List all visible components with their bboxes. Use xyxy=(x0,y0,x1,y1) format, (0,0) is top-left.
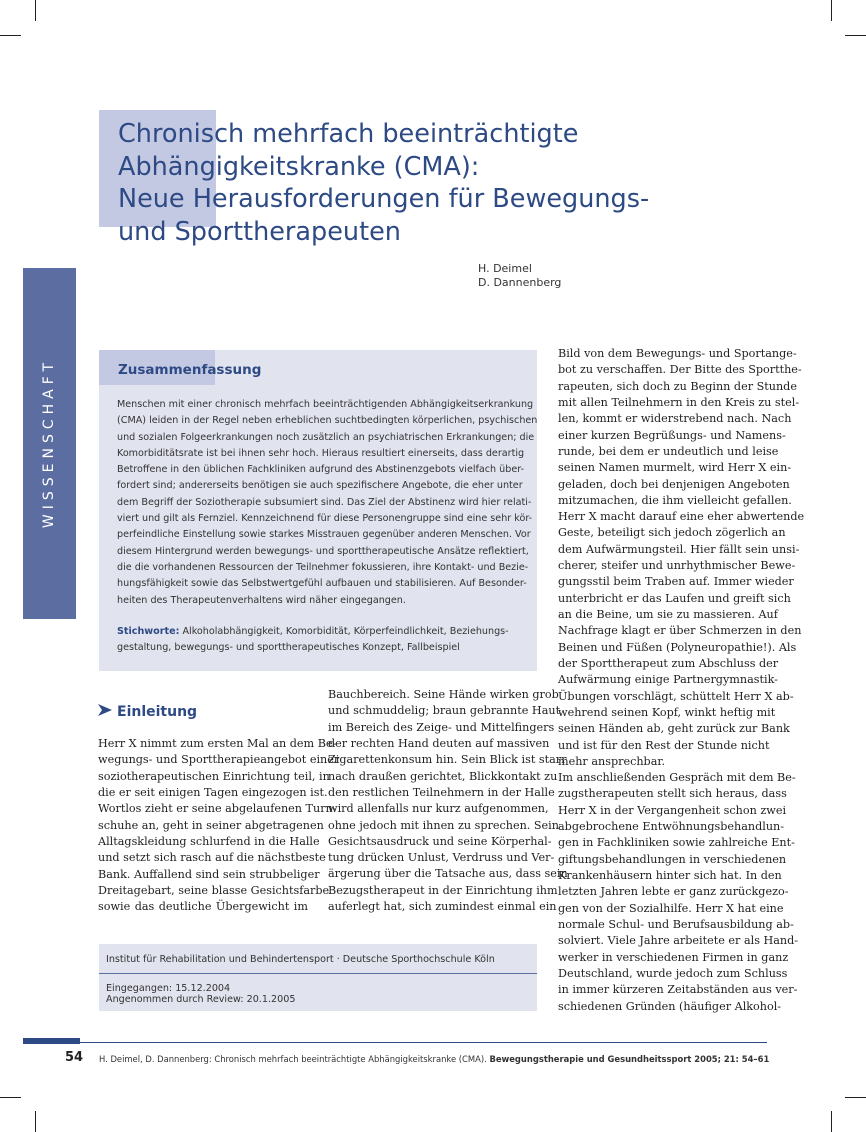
keywords xyxy=(117,624,519,657)
crop-mark xyxy=(0,1097,21,1098)
body-line: Herr X in der Vergangenheit schon zwei xyxy=(558,803,787,817)
body-line: schiedenen Gründen (häufiger Alkohol- xyxy=(558,999,782,1013)
abstract-line: (CMA) leiden in der Regel neben erheblichen suchtbedingten körperlichen, psychischen xyxy=(117,415,538,427)
title-line: Chronisch mehrfach beeinträchtigte xyxy=(118,119,579,149)
abstract-line: hungsfähigkeit sowie das Selbstwertgefühl aufbauen und stabilisieren. Auf Besonder- xyxy=(117,578,527,590)
body-line: Aufwärmung einige Partnergymnastik- xyxy=(558,673,778,687)
body-line: seinen Händen ab, geht zurück zur Bank xyxy=(558,722,790,736)
keywords-line xyxy=(117,624,519,640)
body-line: gen von der Sozialhilfe. Herr X hat eine xyxy=(558,901,784,915)
abstract-line: Betroffene in den üblichen Fachkliniken aufgrund des Abstinenzgebots vielfach über- xyxy=(117,464,525,476)
body-line: gen in Fachkliniken sowie zahlreiche Ent- xyxy=(558,836,795,850)
body-line: Beinen und Füßen (Polyneuropathie!). Als xyxy=(558,640,797,654)
abstract-line: fordert sind; andererseits benötigen sie auch spezifischere Angebote, die eher unter xyxy=(117,480,523,492)
body-line: einer kurzen Begrüßungs- und Namens- xyxy=(558,428,786,442)
body-line: Herr X macht darauf eine eher abwertende xyxy=(558,510,805,524)
body-line: dem Aufwärmungsteil. Hier fällt sein unsi- xyxy=(558,542,800,556)
body-column-3 xyxy=(558,346,805,1015)
body-line: letzten Jahren lebte er ganz zurückgezo- xyxy=(558,885,789,899)
body-line: normale Schul- und Berufsausbildung ab- xyxy=(558,917,794,931)
body-line: und schmuddelig; braun gebrannte Haut xyxy=(328,704,561,718)
body-line: Bild von dem Bewegungs- und Sportange- xyxy=(558,347,797,360)
citation-line xyxy=(99,1054,769,1064)
body-line: Gesichtsausdruck und seine Körperhal- xyxy=(328,834,552,848)
body-line: Im anschließenden Gespräch mit dem Be- xyxy=(558,771,796,785)
body-line: in immer kürzeren Zeitabständen aus ver- xyxy=(558,983,798,997)
body-line: geladen, doch bei denjenigen Angeboten xyxy=(558,477,790,491)
body-line: die er seit einigen Tagen eingezogen ist. xyxy=(98,785,328,799)
body-line: im Bereich des Zeige- und Mittelfingers xyxy=(328,720,555,734)
body-line: schuhe an, geht in seiner abgetragenen xyxy=(98,818,324,832)
submission-dates xyxy=(106,983,295,1005)
body-line: Nachfrage klagt er über Schmerzen in den xyxy=(558,624,802,638)
received-date: Eingegangen: 15.12.2004 xyxy=(106,983,231,994)
body-line: Bezugstherapeut in der Einrichtung ihm xyxy=(328,883,558,897)
author-name: H. Deimel xyxy=(478,262,532,275)
section-heading-text: Einleitung xyxy=(117,704,198,720)
body-line: runde, bei dem er undeutlich und leise xyxy=(558,444,779,458)
body-line: soziotherapeutischen Einrichtung teil, in xyxy=(98,769,330,783)
body-line: cherer, steifer und unrhythmischer Bewe- xyxy=(558,559,796,573)
accepted-date: Angenommen durch Review: 20.1.2005 xyxy=(106,994,296,1005)
body-line: Krankenhäusern hinter sich hat. In den xyxy=(558,869,782,882)
abstract-line: viert und gilt als Fernziel. Kennzeichnend für diese Personengruppe sind eine sehr kör- xyxy=(117,513,533,525)
body-line: Bauchbereich. Seine Hände wirken grob xyxy=(328,688,559,701)
body-line: Dreitagebart, seine blasse Gesichtsfarbe xyxy=(98,883,330,897)
title-line: und Sporttherapeuten xyxy=(118,216,401,247)
body-line: Herr X nimmt zum ersten Mal an dem Be- xyxy=(98,737,337,750)
title-line: Abhängigkeitskranke (CMA): xyxy=(118,151,480,182)
body-line: giftungsbehandlungen in verschiedenen xyxy=(558,852,787,866)
abstract-line: heiten des Therapeutenverhaltens wird näher eingegangen. xyxy=(117,594,406,606)
body-line: werker in verschiedenen Firmen in ganz xyxy=(558,950,789,964)
body-line: Geste, beteiligt sich jedoch zögerlich an xyxy=(558,526,786,540)
body-column-1 xyxy=(98,736,340,915)
crop-mark xyxy=(35,0,36,21)
abstract-line: perfeindliche Einstellung sowie starkes Misstrauen gegenüber anderen Menschen. Vor xyxy=(117,529,531,541)
abstract-line: Menschen mit einer chronisch mehrfach beeinträchtigenden Abhängigkeitserkrankung xyxy=(117,399,534,410)
body-line: Alltagskleidung schlurfend in die Halle xyxy=(98,834,320,848)
body-line: mehr ansprechbar. xyxy=(558,754,666,768)
body-line: abgebrochene Entwöhnungsbehandlun- xyxy=(558,820,785,834)
section-heading xyxy=(98,704,197,720)
journal-reference: Bewegungstherapie und Gesundheitssport 2005; 21: 54–61 xyxy=(489,1054,770,1064)
body-line: mitzumachen, die ihm vielleicht gefallen. xyxy=(558,493,792,507)
body-line: solviert. Viele Jahre arbeitete er als Hand- xyxy=(558,934,799,948)
divider xyxy=(99,973,537,974)
title-line: Neue Herausforderungen für Bewegungs- xyxy=(118,184,650,214)
body-line: den restlichen Teilnehmern in der Halle xyxy=(328,785,555,799)
section-label: WISSENSCHAFT xyxy=(41,357,57,529)
keywords-label: Stichworte: xyxy=(117,626,180,637)
arrow-icon xyxy=(98,704,112,716)
body-line: Bank. Auffallend sind sein strubbeliger xyxy=(98,867,320,881)
abstract-line: dem Begriff der Soziotherapie subsumiert sind. Das Ziel der Abstinenz wird hier relati- xyxy=(117,496,532,508)
body-line: sowie das deutliche Übergewicht im xyxy=(98,900,308,914)
body-line: zugstherapeuten stellt sich heraus, dass xyxy=(558,787,787,801)
abstract-line: und sozialen Folgeerkrankungen noch zusätzlich an psychiatrischen Erkrankungen; die xyxy=(117,431,535,443)
body-line: wegungs- und Sporttherapieangebot einer xyxy=(98,753,340,767)
footer-accent xyxy=(23,1038,80,1044)
article-title xyxy=(118,118,718,248)
body-line: Übungen vorschlägt, schüttelt Herr X ab- xyxy=(558,689,794,703)
body-line: und setzt sich rasch auf die nächstbeste xyxy=(98,851,326,865)
body-line: an die Beine, um sie zu massieren. Auf xyxy=(558,608,778,621)
crop-mark xyxy=(0,35,21,36)
body-column-2 xyxy=(328,687,568,915)
body-line: Zigarettenkonsum hin. Sein Blick ist starr xyxy=(328,753,567,767)
body-line: ohne jedoch mit ihnen zu sprechen. Sein xyxy=(328,818,559,832)
abstract-line: diesem Hintergrund werden bewegungs- und sporttherapeutische Ansätze reflektiert, xyxy=(117,545,529,557)
body-line: Deutschland, wurde jedoch zum Schluss xyxy=(558,966,788,980)
abstract-line: die die vorhandenen Ressourcen der Teilnehmer fokussieren, ihre Kontakt- und Bezie- xyxy=(117,561,529,573)
body-line: bot zu verschaffen. Der Bitte des Sportthe- xyxy=(558,363,802,377)
body-line: unterbricht er das Laufen und greift sich xyxy=(558,591,791,605)
crop-mark xyxy=(35,1111,36,1132)
crop-mark xyxy=(845,35,866,36)
body-line: der Sporttherapeut zum Abschluss der xyxy=(558,656,779,670)
author-name: D. Dannenberg xyxy=(478,276,562,289)
keywords-text: Alkoholabhängigkeit, Komorbidität, Körperfeindlichkeit, Beziehungs- xyxy=(182,626,509,637)
crop-mark xyxy=(831,0,832,21)
keywords-line: gestaltung, bewegungs- und sporttherapeutisches Konzept, Fallbeispiel xyxy=(117,642,460,654)
crop-mark xyxy=(831,1111,832,1132)
body-line: seinen Namen murmelt, wird Herr X ein- xyxy=(558,461,792,475)
body-line: ärgerung über die Tatsache aus, dass sein xyxy=(328,867,568,881)
citation-text: H. Deimel, D. Dannenberg: Chronisch mehrfach beeinträchtigte Abhängigkeitskranke (CMA). xyxy=(99,1054,490,1064)
body-line: tung drücken Unlust, Verdruss und Ver- xyxy=(328,851,555,865)
body-line: der rechten Hand deuten auf massiven xyxy=(328,736,550,750)
body-line: und ist für den Rest der Stunde nicht xyxy=(558,738,770,752)
body-line: wehrend seinen Kopf, winkt heftig mit xyxy=(558,705,776,719)
body-line: gungsstil beim Traben auf. Immer wieder xyxy=(558,575,794,589)
footer-rule xyxy=(80,1042,767,1043)
body-line: mit allen Teilnehmern in den Kreis zu stel- xyxy=(558,395,800,409)
abstract-line: Komorbiditätsrate ist bei ihnen sehr hoch. Hieraus resultiert einerseits, dass derartig xyxy=(117,447,525,459)
body-line: wird allenfalls nur kurz aufgenommen, xyxy=(328,802,549,816)
author-list xyxy=(478,262,561,290)
crop-mark xyxy=(845,1097,866,1098)
page-number: 54 xyxy=(65,1050,84,1065)
body-line: Wortlos zieht er seine abgelaufenen Turn- xyxy=(98,802,337,816)
abstract-heading: Zusammenfassung xyxy=(118,362,262,378)
body-line: auferlegt hat, sich zumindest einmal ein xyxy=(328,900,557,914)
affiliation: Institut für Rehabilitation und Behindertensport · Deutsche Sporthochschule Köln xyxy=(106,954,495,965)
abstract-text xyxy=(117,397,538,609)
body-line: rapeuten, sich doch zu Beginn der Stunde xyxy=(558,379,797,393)
body-line: len, kommt er widerstrebend nach. Nach xyxy=(558,412,792,426)
body-line: nach draußen gerichtet, Blickkontakt zu xyxy=(328,769,558,783)
